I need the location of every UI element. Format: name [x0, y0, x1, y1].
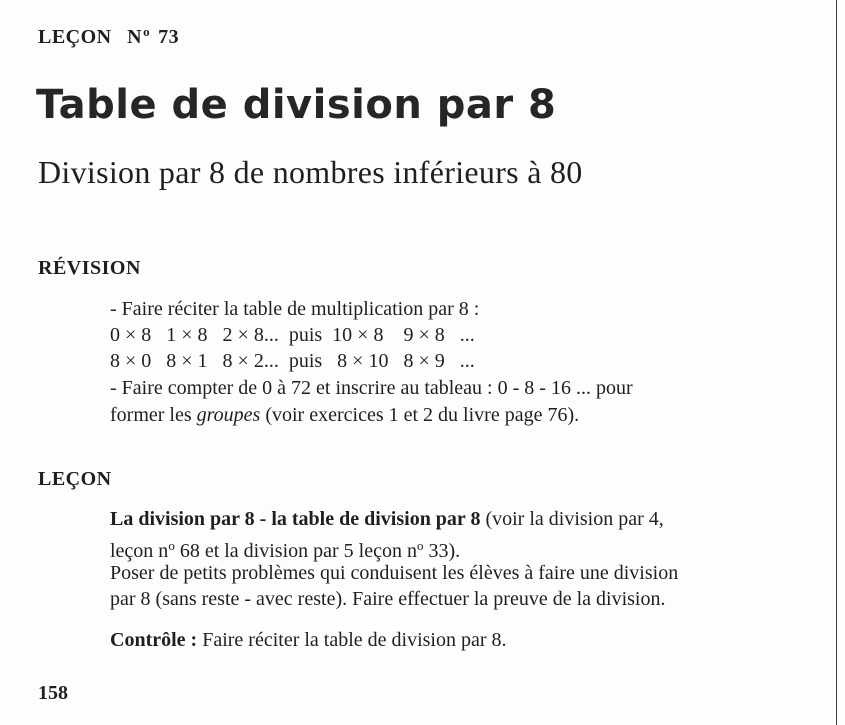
lecon-line-2-b: 68 et la division par 5 leçon n	[174, 540, 417, 562]
lesson-word: LEÇON	[38, 26, 112, 48]
lecon-heading: LEÇON	[38, 468, 112, 490]
revision-line-1: - Faire réciter la table de multiplication par 8 :	[110, 298, 480, 320]
lecon-line-3: Poser de petits problèmes qui conduisent les élèves à faire une division	[110, 562, 679, 584]
page-edge-line	[836, 0, 837, 725]
lecon-line-2-sup-1: o	[168, 538, 175, 553]
lecon-line-4: par 8 (sans reste - avec reste). Faire effectuer la preuve de la division.	[110, 588, 666, 610]
lecon-line-1	[110, 507, 664, 531]
lecon-line-2	[110, 534, 460, 563]
revision-line-5-a: former les	[110, 404, 197, 426]
number-sup: o	[143, 24, 151, 39]
number-prefix: N	[127, 26, 143, 48]
revision-line-5	[110, 403, 579, 427]
lecon-line-2-c: 33).	[423, 540, 461, 562]
control-text: Faire réciter la table de division par 8.	[197, 629, 507, 651]
revision-line-5-b: (voir exercices 1 et 2 du livre page 76).	[260, 404, 580, 426]
lecon-line-2-a: leçon n	[110, 540, 169, 562]
control-label: Contrôle :	[110, 629, 198, 651]
lesson-number: 73	[158, 26, 180, 48]
lecon-line-1-bold: La division par 8 - la table de division par 8	[110, 508, 481, 530]
revision-line-2: 0 × 8 1 × 8 2 × 8... puis 10 × 8 9 × 8 ...	[110, 324, 475, 346]
page-title: Table de division par 8	[36, 82, 557, 128]
control-line	[110, 628, 507, 652]
lesson-number-label	[38, 24, 179, 49]
revision-line-5-italic: groupes	[196, 404, 261, 426]
revision-line-4-text: - Faire compter de 0 à 72 et inscrire au tableau : 0 - 8 - 16 ... pour	[110, 377, 633, 399]
revision-heading: RÉVISION	[38, 257, 141, 279]
page-number: 158	[38, 682, 68, 704]
page-subtitle: Division par 8 de nombres inférieurs à 80	[38, 154, 583, 190]
revision-line-4	[110, 376, 633, 400]
lecon-line-2-sup-2: o	[416, 538, 424, 553]
revision-line-3: 8 × 0 8 × 1 8 × 2... puis 8 × 10 8 × 9 ...	[110, 350, 475, 372]
lecon-line-1-rest: (voir la division par 4,	[480, 508, 664, 530]
